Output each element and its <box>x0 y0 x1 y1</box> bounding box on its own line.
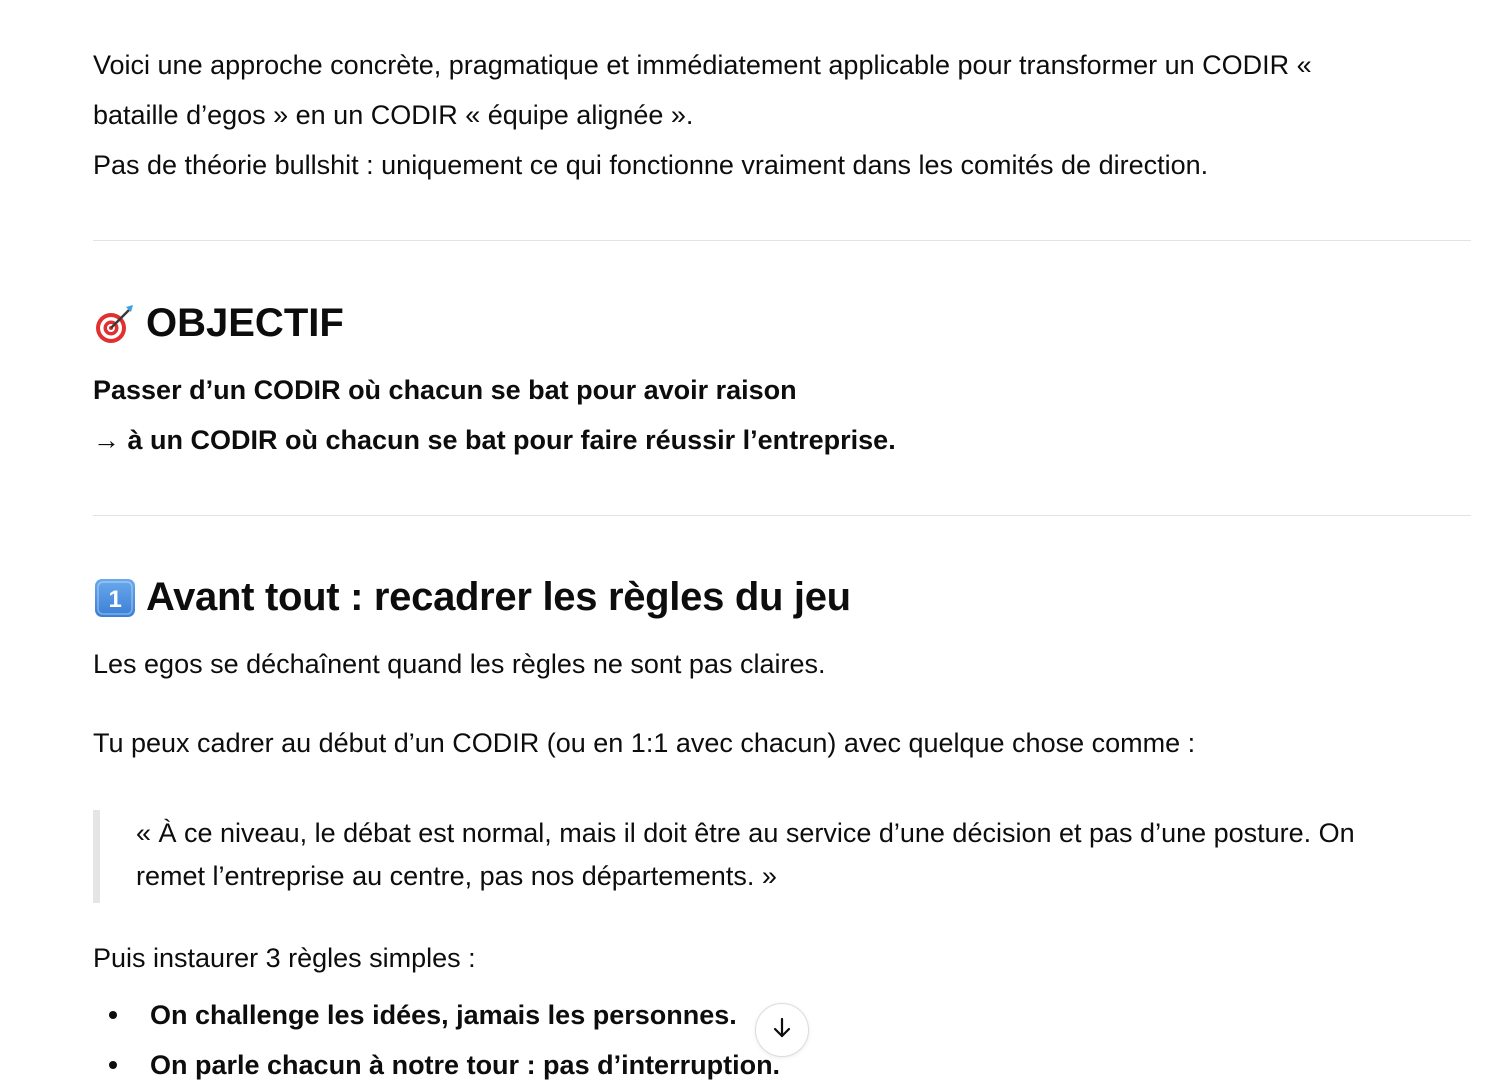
objectif-title: OBJECTIF <box>146 301 344 345</box>
objectif-body <box>93 365 896 465</box>
list-item <box>93 990 780 1040</box>
arrow-down-icon <box>770 1016 794 1045</box>
bullet-icon <box>109 1011 117 1019</box>
section-1-paragraph-3: Puis instaurer 3 règles simples : <box>93 943 476 973</box>
quote-line-1: « À ce niveau, le débat est normal, mais il doit être au service d’une décision et pas d’une posture. On <box>136 818 1355 848</box>
target-dart-icon <box>93 301 137 345</box>
section-1-paragraph-1: Les egos se déchaînent quand les règles ne sont pas claires. <box>93 649 826 679</box>
intro-paragraph <box>93 40 1471 190</box>
rule-text: On challenge les idées, jamais les personnes. <box>150 1000 737 1030</box>
keycap-one-icon <box>93 575 137 619</box>
section-1-paragraph-2: Tu peux cadrer au début d’un CODIR (ou en 1:1 avec chacun) avec quelque chose comme : <box>93 728 1196 758</box>
rule-text: On parle chacun à notre tour : pas d’interruption. <box>150 1050 781 1080</box>
divider <box>93 515 1471 516</box>
intro-line-3: Pas de théorie bullshit : uniquement ce qui fonctionne vraiment dans les comités de direction. <box>93 150 1209 180</box>
section-1-title: Avant tout : recadrer les règles du jeu <box>146 575 851 619</box>
bullet-icon <box>109 1061 117 1069</box>
objectif-line-2: → à un CODIR où chacun se bat pour faire réussir l’entreprise. <box>93 425 896 455</box>
list-item <box>93 1040 780 1090</box>
intro-line-2: bataille d’egos » en un CODIR « équipe alignée ». <box>93 100 694 130</box>
keycap-one-digit: 1 <box>108 586 122 613</box>
quote-line-2: remet l’entreprise au centre, pas nos départements. » <box>136 861 777 891</box>
intro-line-1: Voici une approche concrète, pragmatique et immédiatement applicable pour transformer un CODIR « <box>93 50 1312 80</box>
divider <box>93 240 1471 241</box>
scroll-to-bottom-button[interactable] <box>755 1003 809 1057</box>
objectif-line-1: Passer d’un CODIR où chacun se bat pour avoir raison <box>93 375 797 405</box>
rules-list <box>93 990 780 1090</box>
objectif-heading <box>93 298 344 348</box>
section-1-heading <box>93 572 851 622</box>
blockquote <box>93 810 1471 903</box>
